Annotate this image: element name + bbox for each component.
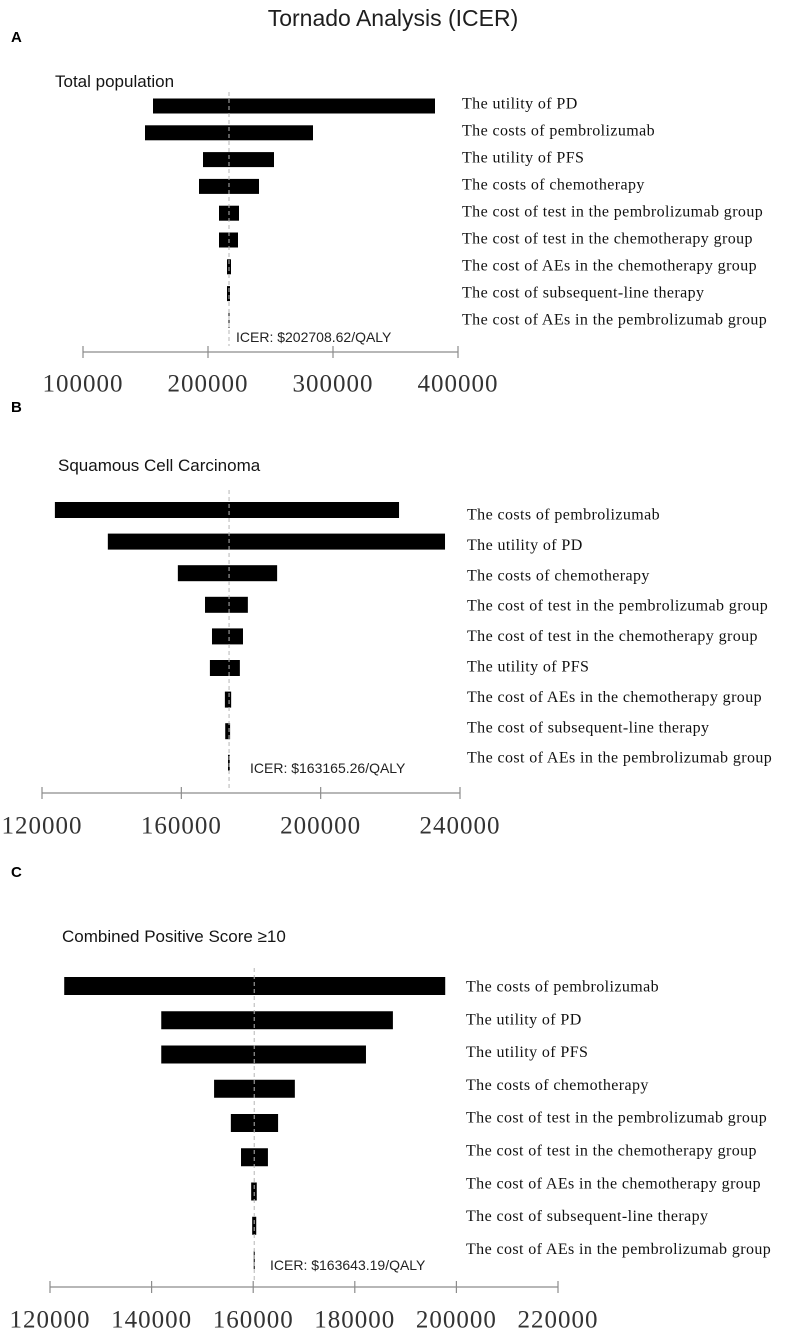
bar-label: The costs of pembrolizumab	[466, 978, 660, 996]
tornado-bar	[161, 1046, 366, 1064]
bar-label: The cost of AEs in the chemotherapy group	[462, 257, 757, 275]
x-tick-label: 200000	[415, 1306, 497, 1334]
bar-label: The cost of test in the chemotherapy group	[467, 628, 758, 646]
panel-letter: C	[11, 864, 22, 881]
x-tick-label: 160000	[212, 1306, 294, 1334]
icer-annotation: ICER: $163643.19/QALY	[270, 1257, 426, 1273]
tornado-bar	[210, 660, 240, 676]
x-tick-label: 120000	[1, 812, 83, 840]
bar-label: The utility of PD	[467, 536, 583, 554]
tornado-bar	[153, 99, 435, 114]
panel-title: Squamous Cell Carcinoma	[58, 456, 261, 475]
panel-b-plot	[2, 490, 773, 840]
bar-label: The costs of pembrolizumab	[467, 506, 661, 524]
tornado-bar	[254, 1251, 255, 1269]
bar-label: The utility of PFS	[462, 149, 585, 167]
tornado-bar	[161, 1011, 393, 1029]
x-tick-label: 120000	[9, 1306, 91, 1334]
x-tick-label: 160000	[140, 812, 222, 840]
x-tick-label: 400000	[417, 370, 499, 398]
bar-label: The cost of test in the chemotherapy group	[462, 230, 753, 248]
tornado-bar	[108, 534, 445, 550]
x-tick-label: 200000	[280, 812, 362, 840]
x-tick-label: 140000	[111, 1306, 193, 1334]
tornado-bar	[203, 152, 274, 167]
bar-label: The cost of AEs in the pembrolizumab group	[467, 749, 773, 767]
panel-title: Combined Positive Score ≥10	[62, 927, 286, 946]
x-tick-label: 220000	[517, 1306, 599, 1334]
bar-label: The costs of chemotherapy	[467, 567, 650, 585]
panel-c-plot	[10, 968, 772, 1334]
tornado-bar	[225, 692, 231, 708]
bar-label: The cost of AEs in the chemotherapy group	[467, 688, 762, 706]
icer-annotation: ICER: $163165.26/QALY	[250, 760, 406, 776]
bar-label: The utility of PD	[466, 1011, 582, 1029]
bar-label: The cost of AEs in the chemotherapy group	[466, 1175, 761, 1193]
figure-title: Tornado Analysis (ICER)	[267, 5, 519, 31]
bar-label: The cost of test in the pembrolizumab group	[462, 203, 764, 221]
bar-label: The cost of test in the pembrolizumab group	[466, 1109, 768, 1127]
bar-label: The cost of subsequent-line therapy	[462, 284, 705, 302]
bar-label: The costs of chemotherapy	[466, 1076, 649, 1094]
tornado-bar	[205, 597, 248, 613]
bar-label: The utility of PD	[462, 95, 578, 113]
bar-label: The cost of AEs in the pembrolizumab group	[462, 311, 768, 329]
bar-label: The cost of subsequent-line therapy	[467, 719, 710, 737]
tornado-bar	[178, 565, 277, 581]
bar-label: The costs of pembrolizumab	[462, 122, 656, 140]
x-tick-label: 200000	[167, 370, 249, 398]
panel-letter: B	[11, 399, 22, 416]
x-tick-label: 240000	[419, 812, 501, 840]
tornado-bar	[212, 628, 243, 644]
bar-label: The cost of AEs in the pembrolizumab group	[466, 1240, 772, 1258]
x-tick-label: 180000	[314, 1306, 396, 1334]
icer-annotation: ICER: $202708.62/QALY	[236, 329, 392, 345]
tornado-bar	[252, 1217, 256, 1235]
bar-label: The utility of PFS	[467, 658, 590, 676]
x-tick-label: 300000	[292, 370, 374, 398]
tornado-bar	[55, 502, 399, 518]
bar-label: The cost of test in the pembrolizumab group	[467, 597, 769, 615]
bar-label: The costs of chemotherapy	[462, 176, 645, 194]
panel-a-plot	[43, 92, 768, 398]
bar-label: The utility of PFS	[466, 1044, 589, 1062]
tornado-bar	[64, 977, 445, 995]
x-tick-label: 100000	[42, 370, 124, 398]
bar-label: The cost of test in the chemotherapy group	[466, 1142, 757, 1160]
bar-label: The cost of subsequent-line therapy	[466, 1208, 709, 1226]
panel-letter: A	[11, 29, 22, 46]
panel-title: Total population	[55, 72, 175, 91]
